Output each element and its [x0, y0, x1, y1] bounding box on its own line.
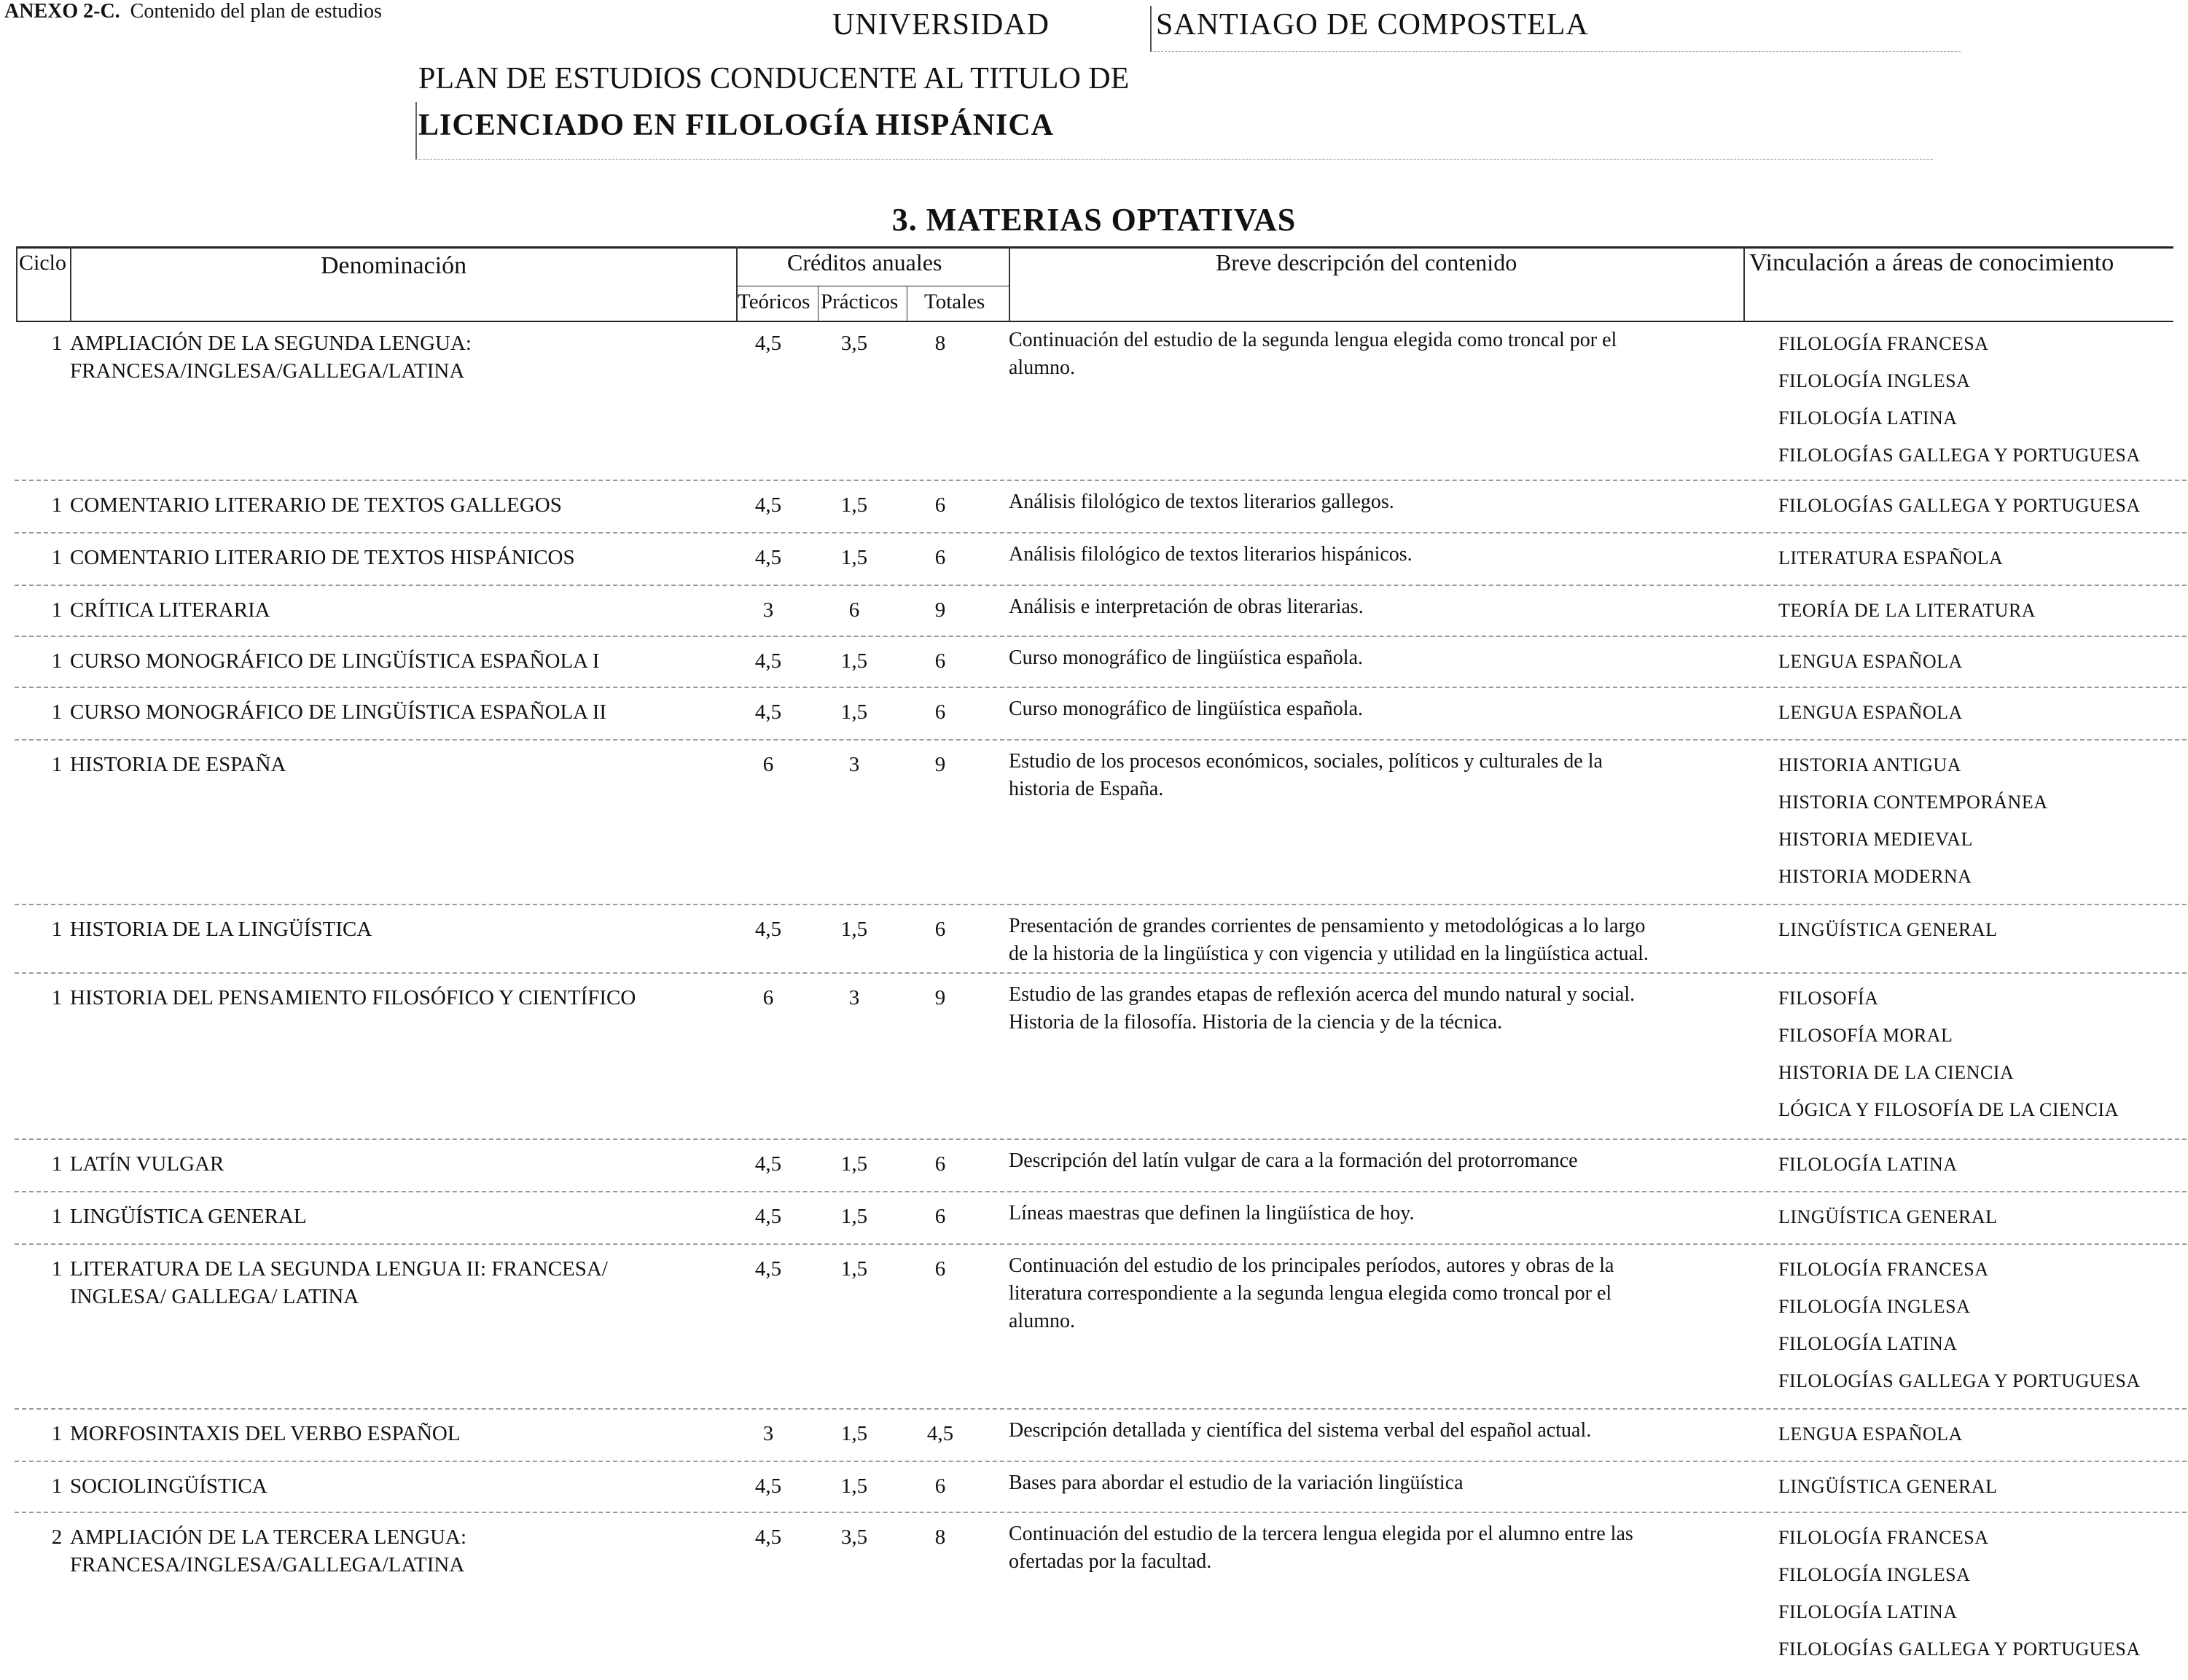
ciclo-cell: 1	[51, 1474, 63, 1498]
denominacion-line: HISTORIA DEL PENSAMIENTO FILOSÓFICO Y CIENTÍFICO	[70, 986, 636, 1009]
practicos-cell: 6	[848, 598, 860, 622]
denominacion-line: SOCIOLINGÜÍSTICA	[70, 1474, 267, 1498]
areas-cell	[1778, 1198, 2187, 1235]
denominacion-line: FRANCESA/INGLESA/GALLEGA/LATINA	[70, 1553, 465, 1577]
area-item: LENGUA ESPAÑOLA	[1778, 651, 1963, 672]
col-totales: Totales	[924, 290, 985, 313]
areas-cell	[1778, 911, 2187, 948]
denominacion-line: HISTORIA DE LA LINGÜÍSTICA	[70, 918, 372, 941]
area-item: FILOLOGÍA INGLESA	[1778, 370, 1971, 391]
annex-heading	[4, 0, 382, 23]
teoricos-cell: 4,5	[754, 1257, 782, 1281]
area-item: FILOLOGÍA INGLESA	[1778, 1296, 1971, 1317]
ciclo-cell: 1	[51, 918, 63, 941]
descripcion-line: Presentación de grandes corrientes de pensamiento y metodológicas a lo largo	[1009, 915, 1646, 937]
denominacion-line: COMENTARIO LITERARIO DE TEXTOS GALLEGOS	[70, 493, 562, 517]
denominacion-line: AMPLIACIÓN DE LA TERCERA LENGUA:	[70, 1525, 467, 1549]
totales-cell: 9	[934, 598, 946, 622]
plan-line: PLAN DE ESTUDIOS CONDUCENTE AL TITULO DE	[418, 62, 1130, 95]
creditos-divider	[1009, 246, 1010, 322]
area-item: FILOSOFÍA MORAL	[1778, 1025, 1953, 1046]
area-item: LINGÜÍSTICA GENERAL	[1778, 1476, 1998, 1497]
descripcion-line: alumno.	[1009, 356, 1075, 379]
descripcion-cell	[1009, 981, 1730, 1036]
descripcion-line: Bases para abordar el estudio de la variación lingüística	[1009, 1472, 1464, 1494]
practicos-cell: 3,5	[840, 1525, 868, 1549]
area-item: LINGÜÍSTICA GENERAL	[1778, 919, 1998, 940]
practicos-cell: 3	[848, 986, 860, 1009]
areas-cell	[1778, 592, 2187, 629]
ciclo-cell: 1	[51, 1152, 63, 1176]
ciclo-cell: 1	[51, 493, 63, 517]
denominacion-cell	[70, 1420, 726, 1447]
descripcion-line: alumno.	[1009, 1310, 1075, 1332]
totales-cell: 9	[934, 986, 946, 1009]
row-separator	[15, 532, 2187, 534]
area-item: FILOLOGÍA LATINA	[1778, 407, 1958, 429]
annex-text: Contenido del plan de estudios	[130, 0, 382, 23]
degree-title: LICENCIADO EN FILOLOGÍA HISPÁNICA	[418, 109, 1054, 142]
area-item: FILOLOGÍAS GALLEGA Y PORTUGUESA	[1778, 445, 2141, 466]
ciclo-cell: 1	[51, 1257, 63, 1281]
totales-cell: 6	[934, 1257, 946, 1281]
practicos-cell: 1,5	[840, 1205, 868, 1228]
area-item: TEORÍA DE LA LITERATURA	[1778, 600, 2036, 621]
totales-cell: 4,5	[926, 1422, 954, 1445]
descripcion-line: Historia de la filosofía. Historia de la ciencia y de la técnica.	[1009, 1011, 1503, 1034]
header-bottom-rule	[16, 321, 2173, 322]
teoricos-cell: 4,5	[754, 1205, 782, 1228]
descripcion-divider	[1743, 246, 1745, 322]
area-item: FILOLOGÍA INGLESA	[1778, 1564, 1971, 1585]
area-item: LITERATURA ESPAÑOLA	[1778, 547, 2004, 569]
header-top-rule	[16, 246, 2173, 249]
denominacion-line: CURSO MONOGRÁFICO DE LINGÜÍSTICA ESPAÑOLA I	[70, 649, 600, 673]
descripcion-line: Análisis filológico de textos literarios hispánicos.	[1009, 543, 1413, 566]
area-item: HISTORIA MODERNA	[1778, 866, 1972, 887]
teoricos-cell: 4,5	[754, 546, 782, 569]
descripcion-line: ofertadas por la facultad.	[1009, 1550, 1212, 1573]
col-descripcion: Breve descripción del contenido	[1216, 249, 1517, 276]
teoricos-cell: 3	[762, 598, 774, 622]
area-item: FILOLOGÍA LATINA	[1778, 1333, 1958, 1354]
descripcion-cell	[1009, 1200, 1730, 1227]
area-item: LENGUA ESPAÑOLA	[1778, 1423, 1963, 1445]
totales-cell: 6	[934, 546, 946, 569]
descripcion-line: Continuación del estudio de la tercera lengua elegida por el alumno entre las	[1009, 1523, 1633, 1545]
totales-cell: 6	[934, 649, 946, 673]
col-denominacion: Denominación	[321, 252, 467, 279]
areas-cell	[1778, 1415, 2187, 1453]
teoricos-cell: 4,5	[754, 493, 782, 517]
areas-cell	[1778, 1468, 2187, 1505]
denominacion-cell	[70, 1255, 726, 1310]
teoricos-cell: 4,5	[754, 1474, 782, 1498]
descripcion-cell	[1009, 748, 1730, 803]
practicos-cell: 1,5	[840, 1152, 868, 1176]
ciclo-cell: 1	[51, 546, 63, 569]
denominacion-cell	[70, 544, 726, 571]
row-separator	[15, 585, 2187, 586]
denominacion-line: AMPLIACIÓN DE LA SEGUNDA LENGUA:	[70, 332, 472, 355]
descripcion-cell	[1009, 541, 1730, 569]
denominacion-cell	[70, 1150, 726, 1178]
teoricos-cell: 4,5	[754, 1152, 782, 1176]
denominacion-line: CURSO MONOGRÁFICO DE LINGÜÍSTICA ESPAÑOLA II	[70, 700, 607, 724]
area-item: LINGÜÍSTICA GENERAL	[1778, 1206, 1998, 1227]
areas-cell	[1778, 325, 2187, 474]
denominacion-cell	[70, 751, 726, 778]
descripcion-cell	[1009, 593, 1730, 621]
totales-cell: 6	[934, 1152, 946, 1176]
descripcion-cell	[1009, 1252, 1730, 1335]
teoricos-cell: 6	[762, 753, 774, 776]
totales-cell: 6	[934, 700, 946, 724]
area-item: FILOSOFÍA	[1778, 988, 1879, 1009]
col-creditos: Créditos anuales	[787, 249, 942, 276]
area-item: FILOLOGÍA FRANCESA	[1778, 1259, 1989, 1280]
descripcion-line: Análisis filológico de textos literarios gallegos.	[1009, 491, 1394, 513]
descripcion-line: historia de España.	[1009, 778, 1164, 800]
row-separator	[15, 480, 2187, 481]
practicos-cell: 1,5	[840, 700, 868, 724]
ciclo-cell: 1	[51, 598, 63, 622]
descripcion-line: de la historia de la lingüística y con vigencia y utilidad en la lingüística actual.	[1009, 942, 1649, 965]
ciclo-cell: 1	[51, 1205, 63, 1228]
descripcion-line: Estudio de los procesos económicos, sociales, políticos y culturales de la	[1009, 750, 1603, 773]
area-item: FILOLOGÍAS GALLEGA Y PORTUGUESA	[1778, 1370, 2141, 1391]
descripcion-line: Líneas maestras que definen la lingüística de hoy.	[1009, 1202, 1415, 1224]
col-teoricos: Teóricos	[738, 290, 810, 313]
totales-cell: 6	[934, 493, 946, 517]
area-item: FILOLOGÍA LATINA	[1778, 1154, 1958, 1175]
practicos-cell: 3,5	[840, 332, 868, 355]
ciclo-cell: 1	[51, 700, 63, 724]
areas-cell	[1778, 643, 2187, 680]
row-separator	[15, 972, 2187, 974]
row-separator	[15, 1243, 2187, 1245]
descripcion-cell	[1009, 695, 1730, 723]
totales-cell: 6	[934, 1474, 946, 1498]
practicos-cell: 1,5	[840, 1257, 868, 1281]
areas-cell	[1778, 1146, 2187, 1183]
denominacion-cell	[70, 984, 726, 1012]
col-practicos: Prácticos	[821, 290, 899, 313]
denominacion-cell	[70, 596, 726, 624]
row-separator	[15, 1408, 2187, 1410]
practicos-cell: 1,5	[840, 546, 868, 569]
denominacion-cell	[70, 915, 726, 943]
row-separator	[15, 687, 2187, 688]
ciclo-cell: 2	[51, 1525, 63, 1549]
descripcion-cell	[1009, 1469, 1730, 1497]
university-label: UNIVERSIDAD	[832, 8, 1050, 42]
row-separator	[15, 1461, 2187, 1462]
descripcion-line: Curso monográfico de lingüística española.	[1009, 698, 1363, 720]
practicos-cell: 1,5	[840, 649, 868, 673]
area-item: HISTORIA CONTEMPORÁNEA	[1778, 792, 2048, 813]
ciclo-cell: 1	[51, 1422, 63, 1445]
areas-cell	[1778, 980, 2187, 1128]
denominacion-line: INGLESA/ GALLEGA/ LATINA	[70, 1285, 359, 1308]
row-separator	[15, 1512, 2187, 1513]
denominacion-cell	[70, 1472, 726, 1500]
ciclo-divider	[70, 246, 71, 322]
header-left-border	[16, 246, 17, 322]
totales-cell: 9	[934, 753, 946, 776]
row-separator	[15, 1138, 2187, 1140]
teoricos-cell: 4,5	[754, 700, 782, 724]
col-vinculacion: Vinculación a áreas de conocimiento	[1749, 249, 2114, 276]
ciclo-cell: 1	[51, 986, 63, 1009]
totales-cell: 8	[934, 332, 946, 355]
areas-cell	[1778, 1519, 2187, 1668]
col-ciclo: Ciclo	[19, 251, 66, 275]
practicos-cell: 1,5	[840, 1422, 868, 1445]
areas-cell	[1778, 694, 2187, 731]
descripcion-line: Curso monográfico de lingüística española.	[1009, 646, 1363, 669]
teoricos-cell: 4,5	[754, 1525, 782, 1549]
denominacion-line: HISTORIA DE ESPAÑA	[70, 753, 286, 776]
denominacion-cell	[70, 1203, 726, 1230]
denominacion-line: COMENTARIO LITERARIO DE TEXTOS HISPÁNICOS	[70, 546, 575, 569]
denominacion-line: LINGÜÍSTICA GENERAL	[70, 1205, 307, 1228]
descripcion-cell	[1009, 488, 1730, 516]
denominacion-cell	[70, 1523, 726, 1579]
ciclo-cell: 1	[51, 332, 63, 355]
totales-cell: 6	[934, 1205, 946, 1228]
totales-cell: 8	[934, 1525, 946, 1549]
denominacion-line: LITERATURA DE LA SEGUNDA LENGUA II: FRANCESA/	[70, 1257, 608, 1281]
descripcion-line: Continuación del estudio de los principales períodos, autores y obras de la	[1009, 1254, 1614, 1277]
descripcion-cell	[1009, 327, 1730, 382]
descripcion-cell	[1009, 644, 1730, 672]
teoricos-cell: 4,5	[754, 332, 782, 355]
denominacion-cell	[70, 647, 726, 675]
areas-cell	[1778, 487, 2187, 524]
descripcion-cell	[1009, 1520, 1730, 1576]
row-separator	[15, 739, 2187, 741]
section-title: 3. MATERIAS OPTATIVAS	[891, 202, 1297, 238]
area-item: FILOLOGÍAS GALLEGA Y PORTUGUESA	[1778, 495, 2141, 516]
descripcion-line: Descripción del latín vulgar de cara a la formación del protorromance	[1009, 1149, 1578, 1172]
totales-cell: 6	[934, 918, 946, 941]
denominacion-cell	[70, 329, 726, 385]
area-item: FILOLOGÍA FRANCESA	[1778, 333, 1989, 354]
areas-cell	[1778, 539, 2187, 577]
annex-number: ANEXO 2-C.	[4, 0, 120, 23]
area-item: HISTORIA MEDIEVAL	[1778, 829, 1973, 850]
practicos-cell: 1,5	[840, 493, 868, 517]
descripcion-line: literatura correspondiente a la segunda lengua elegida como troncal por el	[1009, 1282, 1612, 1305]
practicos-cell: 1,5	[840, 1474, 868, 1498]
area-item: HISTORIA ANTIGUA	[1778, 754, 1961, 775]
teoricos-cell: 4,5	[754, 649, 782, 673]
row-separator	[15, 1191, 2187, 1192]
descripcion-line: Estudio de las grandes etapas de reflexión acerca del mundo natural y social.	[1009, 983, 1636, 1006]
teoricos-cell: 3	[762, 1422, 774, 1445]
ciclo-cell: 1	[51, 753, 63, 776]
area-item: HISTORIA DE LA CIENCIA	[1778, 1062, 2015, 1083]
denominacion-line: CRÍTICA LITERARIA	[70, 598, 270, 622]
denominacion-line: FRANCESA/INGLESA/GALLEGA/LATINA	[70, 359, 465, 383]
area-item: FILOLOGÍA LATINA	[1778, 1601, 1958, 1622]
area-item: LÓGICA Y FILOSOFÍA DE LA CIENCIA	[1778, 1099, 2119, 1120]
teoricos-cell: 4,5	[754, 918, 782, 941]
practicos-cell: 1,5	[840, 918, 868, 941]
areas-cell	[1778, 1251, 2187, 1399]
descripcion-cell	[1009, 913, 1730, 968]
descripcion-cell	[1009, 1147, 1730, 1175]
denominacion-line: MORFOSINTAXIS DEL VERBO ESPAÑOL	[70, 1422, 461, 1445]
row-separator	[15, 904, 2187, 905]
area-item: LENGUA ESPAÑOLA	[1778, 702, 1963, 723]
row-separator	[15, 636, 2187, 637]
descripcion-line: Descripción detallada y científica del sistema verbal del español actual.	[1009, 1419, 1592, 1442]
area-item: FILOLOGÍA FRANCESA	[1778, 1527, 1989, 1548]
teoricos-cell: 6	[762, 986, 774, 1009]
practicos-cell: 3	[848, 753, 860, 776]
descripcion-line: Análisis e interpretación de obras literarias.	[1009, 595, 1364, 618]
area-item: FILOLOGÍAS GALLEGA Y PORTUGUESA	[1778, 1638, 2141, 1660]
university-name: SANTIAGO DE COMPOSTELA	[1156, 8, 1589, 42]
descripcion-cell	[1009, 1417, 1730, 1445]
ciclo-cell: 1	[51, 649, 63, 673]
denominacion-cell	[70, 491, 726, 519]
denominacion-cell	[70, 698, 726, 726]
areas-cell	[1778, 746, 2187, 895]
descripcion-line: Continuación del estudio de la segunda lengua elegida como troncal por el	[1009, 329, 1617, 351]
denominacion-line: LATÍN VULGAR	[70, 1152, 224, 1176]
